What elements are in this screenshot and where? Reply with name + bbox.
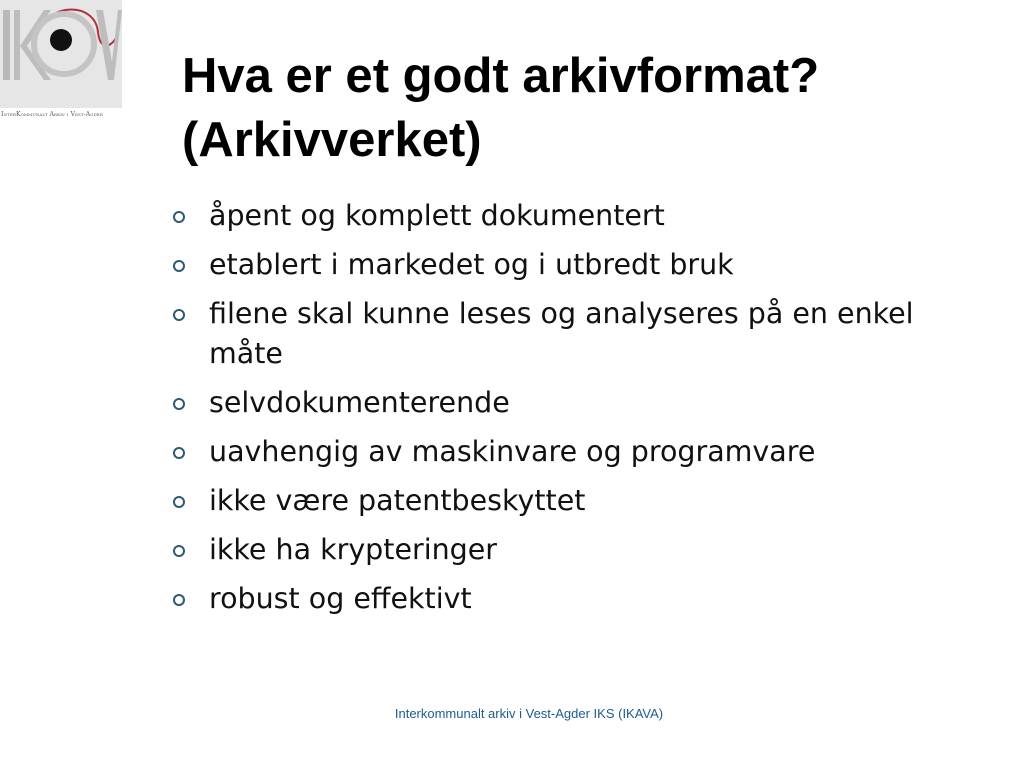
bullet-item — [172, 432, 952, 472]
bullet-item — [172, 196, 952, 236]
bullet-circle-icon — [173, 211, 185, 223]
bullet-circle-icon — [173, 545, 185, 557]
bullet-item — [172, 481, 952, 521]
bullet-circle-icon — [173, 309, 185, 321]
bullet-item — [172, 579, 952, 619]
ikava-logo — [0, 0, 122, 120]
bullet-item — [172, 530, 952, 570]
slide-title-line1: Hva er et godt arkivformat? — [182, 49, 820, 103]
bullet-circle-icon — [173, 447, 185, 459]
bullet-item — [172, 294, 952, 374]
bullet-text: åpent og komplett dokumentert — [209, 199, 665, 232]
bullet-circle-icon — [173, 398, 185, 410]
bullet-text: robust og effektivt — [209, 582, 472, 615]
bullet-text: filene skal kunne leses og analyseres på en enkel måte — [209, 297, 914, 370]
bullet-item — [172, 383, 952, 423]
bullet-circle-icon — [173, 594, 185, 606]
bullet-text: ikke ha krypteringer — [209, 533, 498, 566]
bullet-text: ikke være patentbeskyttet — [209, 484, 586, 517]
bullet-circle-icon — [173, 260, 185, 272]
bullet-text: uavhengig av maskinvare og programvare — [209, 435, 816, 468]
logo-emblem-icon — [0, 0, 122, 108]
bullet-text: selvdokumenterende — [209, 386, 510, 419]
logo-caption: InterKommunalt Arkiv i Vest-Agder — [1, 111, 103, 118]
bullet-circle-icon — [173, 496, 185, 508]
bullet-item — [172, 245, 952, 285]
bullet-list — [172, 196, 952, 628]
slide-title — [182, 44, 982, 172]
slide-title-line2: (Arkivverket) — [182, 113, 482, 167]
slide-footer: Interkommunalt arkiv i Vest-Agder IKS (IKAVA) — [394, 706, 664, 721]
bullet-text: etablert i markedet og i utbredt bruk — [209, 248, 734, 281]
